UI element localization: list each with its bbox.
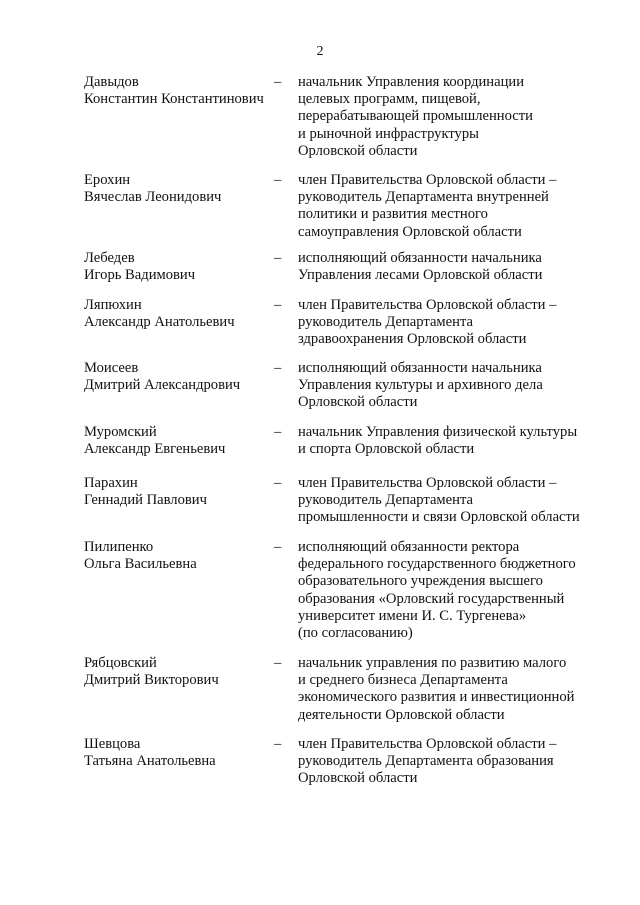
separator-dash: –	[274, 539, 282, 555]
member-given-name: Игорь Вадимович	[84, 267, 196, 284]
role-line: и спорта Орловской области	[298, 441, 475, 458]
role-line: промышленности и связи Орловской области	[298, 509, 580, 526]
member-name	[84, 297, 274, 331]
member-role	[298, 655, 598, 724]
role-line: и рыночной инфраструктуры	[298, 125, 479, 142]
member-surname: Рябцовский	[84, 655, 157, 671]
role-line: самоуправления Орловской области	[298, 223, 522, 240]
member-given-name: Александр Евгеньевич	[84, 441, 226, 458]
role-line: член Правительства Орловской области –	[298, 297, 557, 313]
separator-dash: –	[274, 360, 282, 376]
role-line: начальник Управления координации	[298, 74, 525, 90]
member-name	[84, 424, 274, 458]
separator-dash: –	[274, 74, 282, 90]
page-number: 2	[316, 44, 324, 59]
member-surname: Моисеев	[84, 360, 139, 376]
role-line: (по согласованию)	[298, 625, 413, 642]
role-line: исполняющий обязанности ректора	[298, 539, 520, 555]
member-name	[84, 736, 274, 770]
member-surname: Давыдов	[84, 74, 139, 90]
role-line: перерабатывающей промышленности	[298, 108, 533, 125]
separator-dash: –	[274, 250, 282, 266]
member-name	[84, 74, 274, 108]
role-line: деятельности Орловской области	[298, 706, 505, 723]
role-line: Орловской области	[298, 394, 418, 411]
member-given-name: Дмитрий Александрович	[84, 377, 241, 394]
separator-dash: –	[274, 297, 282, 313]
member-role	[298, 74, 598, 160]
member-given-name: Вячеслав Леонидович	[84, 189, 222, 206]
separator-dash: –	[274, 475, 282, 491]
member-role	[298, 539, 598, 642]
member-surname: Ерохин	[84, 172, 131, 188]
member-surname: Ляпюхин	[84, 297, 142, 313]
member-given-name: Константин Константинович	[84, 91, 264, 108]
member-name	[84, 655, 274, 689]
member-given-name: Татьяна Анатольевна	[84, 753, 216, 770]
role-line: экономического развития и инвестиционной	[298, 689, 575, 706]
member-name	[84, 250, 274, 284]
role-line: Управления лесами Орловской области	[298, 267, 543, 284]
role-line: руководитель Департамента	[298, 314, 473, 331]
member-given-name: Геннадий Павлович	[84, 492, 207, 509]
role-line: Управления культуры и архивного дела	[298, 377, 543, 394]
role-line: член Правительства Орловской области –	[298, 172, 557, 188]
member-name	[84, 475, 274, 509]
member-surname: Шевцова	[84, 736, 141, 752]
role-line: целевых программ, пищевой,	[298, 91, 481, 108]
role-line: исполняющий обязанности начальника	[298, 360, 542, 376]
role-line: начальник Управления физической культуры	[298, 424, 578, 440]
member-role	[298, 297, 598, 349]
role-line: образовательного учреждения высшего	[298, 573, 543, 590]
member-surname: Муромский	[84, 424, 157, 440]
role-line: руководитель Департамента	[298, 492, 473, 509]
member-role	[298, 172, 598, 241]
role-line: федерального государственного бюджетного	[298, 556, 576, 573]
member-role	[298, 736, 598, 788]
role-line: университет имени И. С. Тургенева»	[298, 607, 527, 624]
role-line: и среднего бизнеса Департамента	[298, 672, 508, 689]
role-line: исполняющий обязанности начальника	[298, 250, 542, 266]
role-line: руководитель Департамента внутренней	[298, 189, 549, 206]
separator-dash: –	[274, 655, 282, 671]
role-line: Орловской области	[298, 142, 418, 159]
member-role	[298, 360, 598, 412]
member-name	[84, 172, 274, 206]
member-surname: Пилипенко	[84, 539, 154, 555]
member-given-name: Дмитрий Викторович	[84, 672, 219, 689]
member-surname: Парахин	[84, 475, 138, 491]
role-line: образования «Орловский государственный	[298, 590, 565, 607]
separator-dash: –	[274, 424, 282, 440]
separator-dash: –	[274, 736, 282, 752]
member-surname: Лебедев	[84, 250, 135, 266]
separator-dash: –	[274, 172, 282, 188]
member-given-name: Ольга Васильевна	[84, 556, 197, 573]
member-role	[298, 424, 598, 458]
role-line: член Правительства Орловской области –	[298, 736, 557, 752]
member-name	[84, 539, 274, 573]
role-line: политики и развития местного	[298, 206, 488, 223]
member-role	[298, 250, 598, 284]
member-name	[84, 360, 274, 394]
member-given-name: Александр Анатольевич	[84, 314, 235, 331]
role-line: Орловской области	[298, 770, 418, 787]
role-line: начальник управления по развитию малого	[298, 655, 567, 671]
member-role	[298, 475, 598, 527]
role-line: член Правительства Орловской области –	[298, 475, 557, 491]
role-line: здравоохранения Орловской области	[298, 331, 527, 348]
role-line: руководитель Департамента образования	[298, 753, 554, 770]
